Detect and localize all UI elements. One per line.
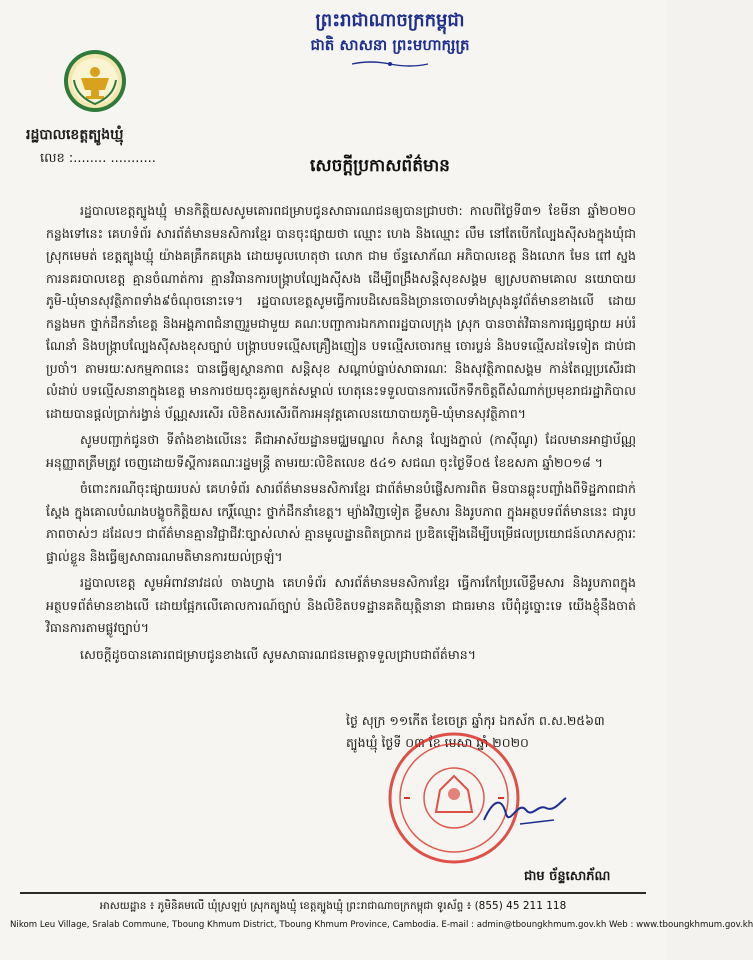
signatory-name: ជាម ច័ន្ទសោភ័ណ	[524, 869, 611, 884]
body-paragraph: សេចក្តីដូចបានគោរពជម្រាបជូនខាងលើ សូមសាធារណជនមេត្តាទទួលជ្រាបជាព័ត៌មាន។	[80, 646, 476, 662]
body-paragraph: ចំពោះករណីចុះផ្សាយរបស់ គេហទំព័រ សារព័ត៌មានមនសិការខ្មែរ ជាព័ត៌មានបំផ្លើសការពិត មិនបានឆ្លុះបញ្ចាំងពីទិដ្ឋភាពជាក់ស្តែង ក្នុងគោលបំណងបង្ខូចកិត្តិយស កេរ្តិ៍ឈ្មោះ ថ្នាក់ដឹកនាំខេត្ត។ ម្យ៉ាងវិញទៀត ខ្លឹមសារ និងរូបភាព ក្នុងអត្ថបទព័ត៌មាននេះ ជារូបភាពចាស់ៗ ដដែលៗ ជាព័ត៌មានគ្មានវិជ្ជាជីវៈច្បាស់លាស់ គ្មានមូលដ្ឋានពិតប្រាកដ ប្រឌិតឡើងដើម្បីបម្រើផលប្រយោជន៍លាភសក្ការៈផ្ទាល់ខ្លួន និងធ្វើឲ្យសាធារណមតិមានការយល់ច្រឡំ។	[46, 481, 636, 564]
footer-divider	[20, 892, 646, 894]
handwritten-signature-icon	[480, 790, 570, 830]
footer-address-khmer: អាសយដ្ឋាន ៖ ភូមិនិគមលើ ឃុំស្រឡប់ ស្រុកត្បូងឃ្មុំ ខេត្តត្បូងឃ្មុំ ព្រះរាជាណាចក្រកម្ពុជា ទូរស័ព្ទ ៖ (855) 45 211 118	[99, 900, 567, 912]
document-title: សេចក្តីប្រកាសព័ត៌មាន	[310, 156, 450, 176]
national-motto: ជាតិ សាសនា ព្រះមហាក្សត្រ	[310, 36, 470, 54]
kingdom-heading: ព្រះរាជាណាចក្រកម្ពុជា	[315, 10, 465, 31]
footer-address-english: Nikom Leu Village, Sralab Commune, Tboung Khmum District, Tboung Khmum Province, Cambodia. E-mail : admin@tboungkhmum.gov.kh Web : www.tboungkhmum.gov.kh	[10, 920, 753, 930]
sender-administration: រដ្ឋបាលខេត្តត្បូងឃ្មុំ	[26, 127, 124, 143]
lunar-date: ថ្ងៃ សុក្រ ១១កើត ខែចេត្រ ឆ្នាំកុរ ឯកស័ក ព.ស.២៥៦៣	[346, 713, 605, 728]
ornament-divider-icon	[350, 60, 430, 68]
body-paragraph: រដ្ឋបាលខេត្តត្បូងឃ្មុំ មានកិត្តិយសសូមគោរពជម្រាបជូនសាធារណជនឲ្យបានជ្រាបថា: កាលពីថ្ងៃទី៣១ ខែមីនា ឆ្នាំ២០២០ កន្លងទៅនេះ គេហទំព័រ សារព័ត៌មានមនសិការខ្មែរ បានចុះផ្សាយថា ឈ្មោះ ហេង និងឈ្មោះ លឹម នៅតែបើកល្បែងស៊ីសងក្នុងឃុំជា ស្រុកមេមត់ ខេត្តត្បូងឃ្មុំ យ៉ាងគគ្រឹកគគ្រេង ដោយមូលហេតុថា លោក ជាម ច័ន្ទសោភ័ណ អភិបាលខេត្ត និងលោក មែន ពៅ ស្នងការនគរបាលខេត្ត គ្មានចំណាត់ការ គ្មានវិធានការបង្ក្រាបល្បែងស៊ីសង ដើម្បីពង្រឹងសន្តិសុខសង្គម ឲ្យស្របតាមគោល នយោបាយភូមិ-ឃុំមានសុវត្ថិភាពទាំង៩ចំណុចនោះទេ។ រដ្ឋបាលខេត្តសូមធ្វើការបដិសេធនិងច្រានចោលទាំងស្រុងនូវព័ត៌មានខាងលើ ដោយកន្លងមក ថ្នាក់ដឹកនាំខេត្ត និងអង្គភាពជំនាញរួមជាមួយ គណៈបញ្ជាការឯកភាពរដ្ឋបាលក្រុង ស្រុក បានចាត់វិធានការផ្សព្វផ្សាយ អប់រំ ណែនាំ និងបង្ក្រាបល្បែងស៊ីសងខុសច្បាប់ បង្ក្រាបបទល្មើសគ្រឿងញៀន បទល្មើសចោរកម្ម ចោរប្លន់ និងបទល្មើសដទៃទៀត ជាប់ជាប្រចាំ។ តាមរយៈសកម្មភាពនេះ បានធ្វើឲ្យស្ថានភាព សន្តិសុខ សណ្តាប់ធ្នាប់សាធារណៈ និងសុវត្ថិភាពសង្គម កាន់តែល្អប្រសើរជាលំដាប់ បទល្មើសនានាក្នុងខេត្ត មានការថយចុះគួរឲ្យកត់សម្គាល់ ហេតុនេះទទួលបានការលើកទឹកចិត្តពីសំណាក់ប្រមុខរាជរដ្ឋាភិបាល ដោយបានផ្តល់ប្រាក់រង្វាន់ ប័ណ្ណសរសើរ លិខិតសរសើរពីការអនុវត្តគោលនយោបាយភូមិ-ឃុំមានសុវត្ថិភាព។	[46, 203, 636, 421]
body-paragraph: សូមបញ្ជាក់ជូនថា ទីតាំងខាងលើនេះ គឺជាអាស័យដ្ឋានមជ្ឈមណ្ឌល កំសាន្ត ល្បែងភ្នាល់ (កាស៊ីណូ) ដែលមានអាជ្ញាប័ណ្ណអនុញ្ញាតត្រឹមត្រូវ ចេញដោយទីស្តីការគណៈរដ្ឋមន្ត្រី តាមរយៈលិខិតលេខ ៥៤១ សជណ ចុះថ្ងៃទី០៥ ខែឧសភា ឆ្នាំ២០១៨ ។	[46, 432, 636, 470]
reference-number: លេខ :........ ...........	[40, 151, 156, 166]
document-body	[46, 200, 636, 670]
issue-date: ត្បូងឃ្មុំ ថ្ងៃទី ០៣ ខែ មេសា ឆ្នាំ ២០២០	[346, 735, 529, 750]
body-paragraph: រដ្ឋបាលខេត្ត សូមអំពាវនាវដល់ ចាងហ្វាង គេហទំព័រ សារព័ត៌មានមនសិការខ្មែរ ធ្វើការកែប្រែលើខ្លឹមសារ និងរូបភាពក្នុងអត្ថបទព័ត៌មានខាងលើ ដោយផ្អែកលើគោលការណ៍ច្បាប់ និងលិខិតបទដ្ឋានគតិយុត្តិនានា ជាធរមាន បើពុំដូច្នោះទេ យើងខ្ញុំនឹងចាត់វិធានការតាមផ្លូវច្បាប់។	[46, 575, 636, 635]
provincial-seal-icon	[62, 48, 128, 114]
